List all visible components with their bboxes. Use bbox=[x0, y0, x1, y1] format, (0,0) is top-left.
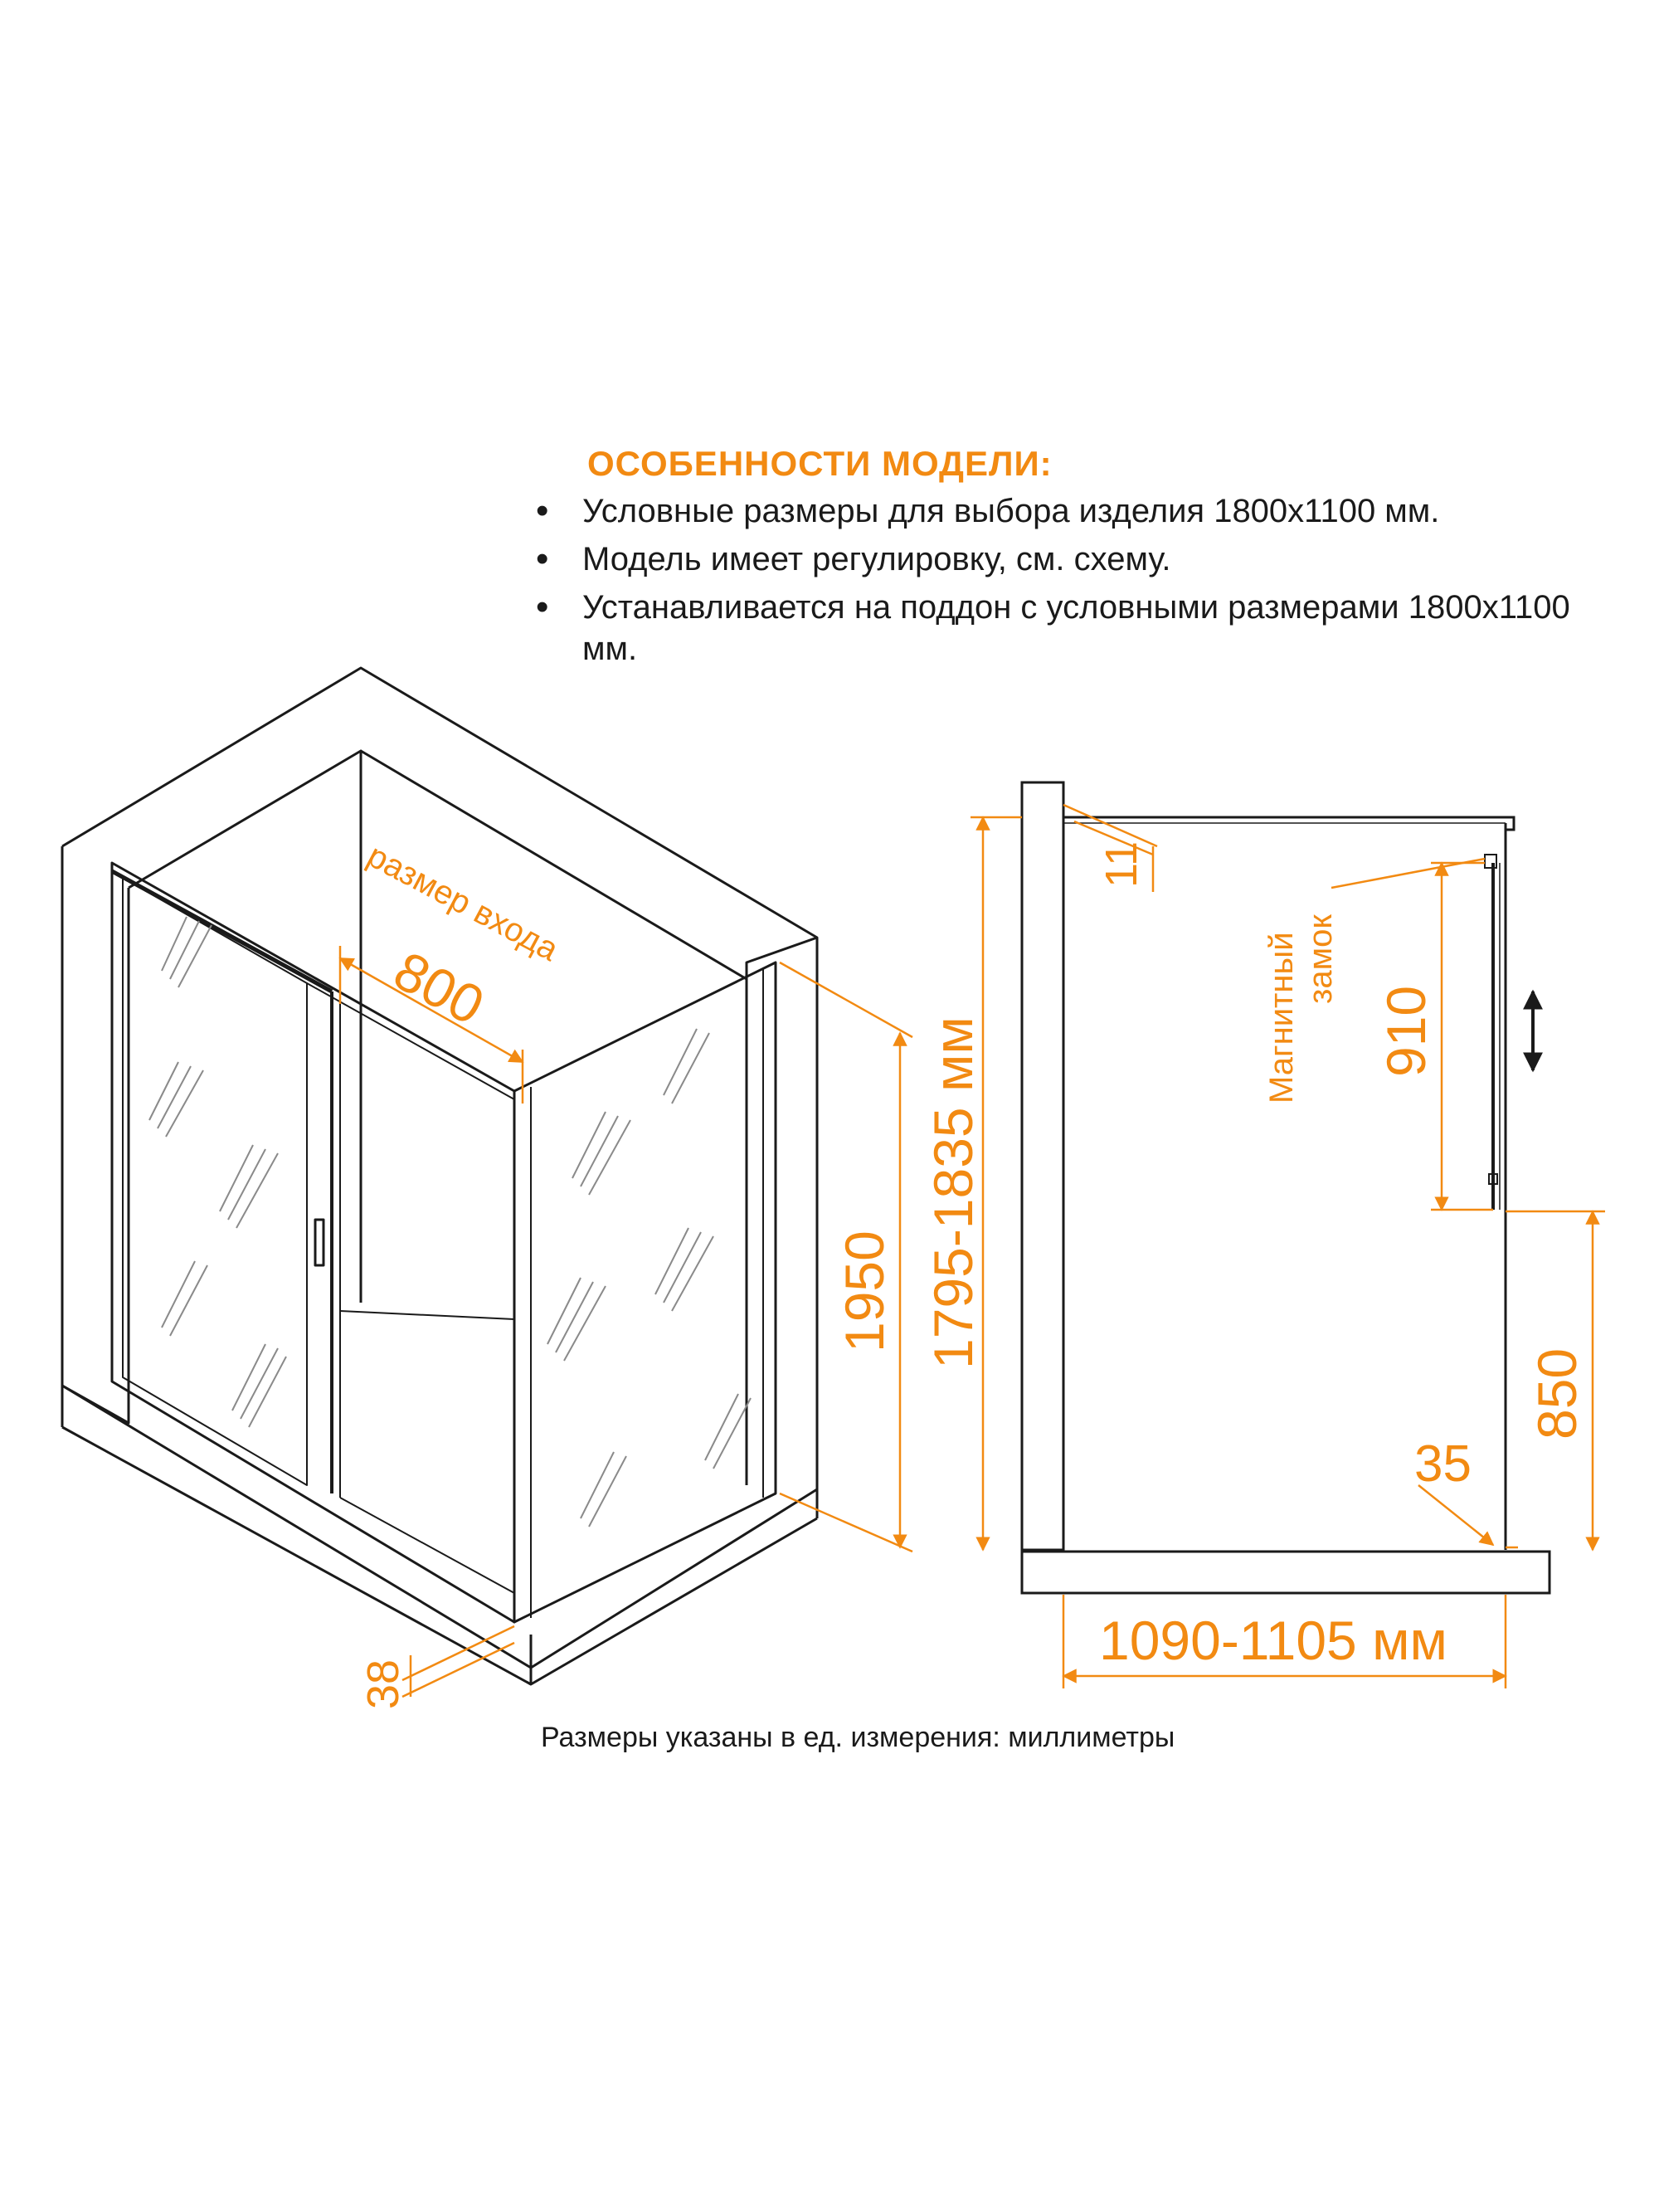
profile-offset: 35 bbox=[1414, 1435, 1472, 1493]
side-panel bbox=[514, 962, 776, 1622]
feature-item: • Модель имеет регулировку, см. схему. bbox=[531, 538, 1609, 580]
shower-tray bbox=[62, 1386, 817, 1684]
isometric-view bbox=[62, 668, 912, 1697]
depth-range: 1090-1105 мм bbox=[1099, 1610, 1447, 1671]
lower-height: 850 bbox=[1526, 1347, 1588, 1440]
panel-height: 1950 bbox=[834, 1230, 895, 1352]
tray bbox=[1022, 1552, 1550, 1593]
room-walls bbox=[62, 668, 817, 1493]
units-note: Размеры указаны в ед. измерения: миллиметры bbox=[541, 1722, 1175, 1753]
wall bbox=[1022, 782, 1063, 1550]
magnetic-lock-line1: Магнитный bbox=[1263, 932, 1300, 1104]
entrance-label: размер входа bbox=[361, 837, 565, 968]
height-range: 1795-1835 мм bbox=[922, 1016, 984, 1369]
feature-item: • Условные размеры для выбора изделия 1800х1100 мм. bbox=[531, 490, 1609, 532]
tray-offset: 38 bbox=[358, 1659, 408, 1709]
lock-height: 910 bbox=[1375, 985, 1437, 1077]
gap-top: 11 bbox=[1097, 840, 1146, 888]
entrance-width: 800 bbox=[384, 939, 494, 1037]
feature-item: • Устанавливается на поддон с условными размерами 1800х1100 мм. bbox=[531, 587, 1609, 670]
iso-dimensions bbox=[340, 946, 912, 1697]
magnetic-lock-line2: замок bbox=[1302, 914, 1339, 1004]
features-title: ОСОБЕННОСТИ МОДЕЛИ: bbox=[587, 444, 1053, 483]
